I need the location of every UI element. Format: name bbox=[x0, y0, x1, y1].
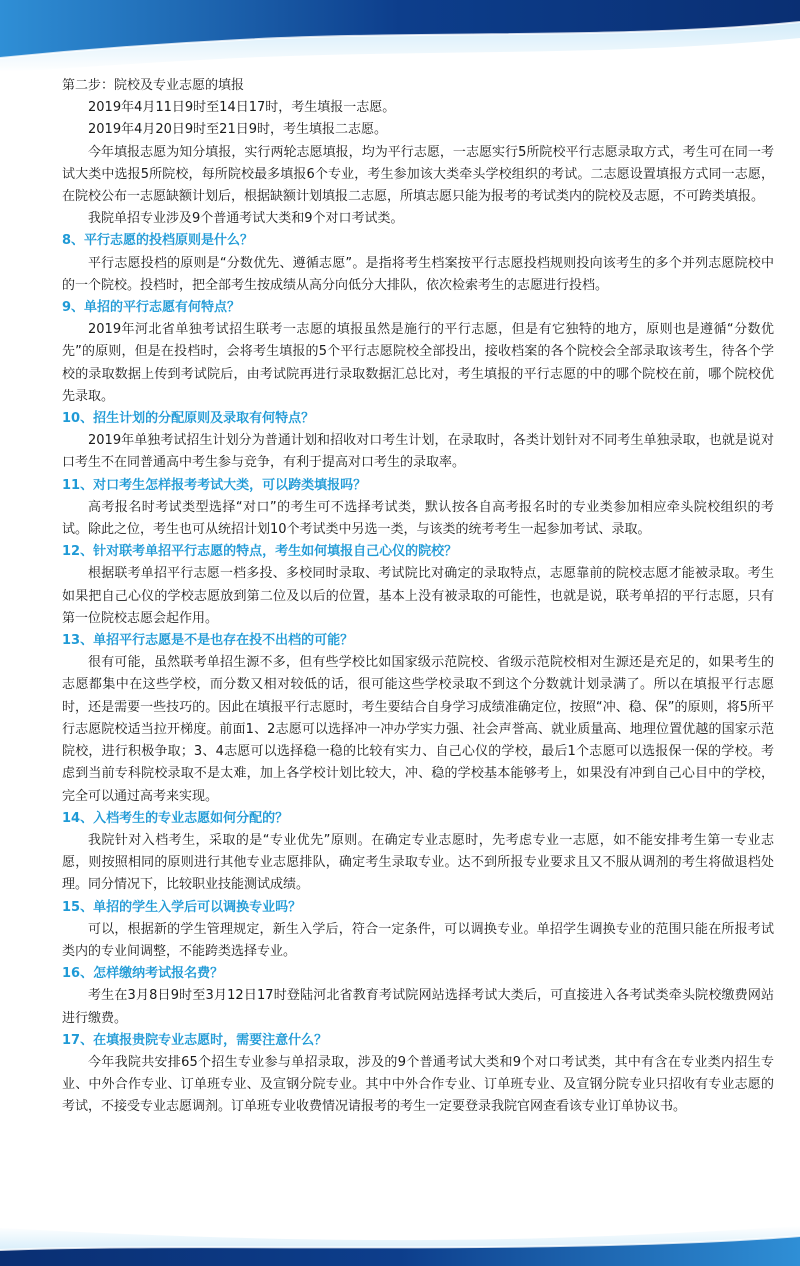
section-heading: 9、单招的平行志愿有何特点？ bbox=[62, 300, 241, 316]
section-paragraph: 根据联考单招平行志愿一档多投、多校同时录取、考试院比对确定的录取特点，志愿靠前的院校志愿才能被录取。考生如果把自己心仪的学校志愿放到第二位及以后的位置，基本上没有被录取的可能性，也就是说，联考单招的平行志愿，只有第一位院校志愿会起作用。 bbox=[62, 566, 774, 626]
step-title: 第二步：院校及专业志愿的填报 bbox=[62, 78, 245, 93]
bottom-wave-banner bbox=[0, 1206, 800, 1266]
intro-paragraph: 我院单招专业涉及9个普通考试大类和9个对口考试类。 bbox=[88, 211, 404, 227]
section-paragraph: 可以，根据新的学生管理规定，新生入学后，符合一定条件，可以调换专业。单招学生调换专业的范围只能在所报考试类内的专业间调整，不能跨类选择专业。 bbox=[62, 921, 774, 959]
section-paragraph: 平行志愿投档的原则是“分数优先、遵循志愿”。是指将考生档案按平行志愿投档规则投向该考生的多个并列志愿院校中的一个院校。投档时，把全部考生按成绩从高分向低分大排队，依次检索考生的志愿进行投档。 bbox=[62, 255, 774, 293]
section-heading: 10、招生计划的分配原则及录取有何特点？ bbox=[62, 411, 315, 427]
section-heading: 12、针对联考单招平行志愿的特点，考生如何填报自己心仪的院校？ bbox=[62, 544, 458, 560]
section-heading: 8、平行志愿的投档原则是什么？ bbox=[62, 233, 254, 249]
intro-paragraph: 2019年4月11日9时至14日17时，考生填报一志愿。 bbox=[88, 100, 396, 116]
top-wave-banner bbox=[0, 0, 800, 80]
section-paragraph: 很有可能，虽然联考单招生源不多，但有些学校比如国家级示范院校、省级示范院校相对生源还是充足的，如果考生的志愿都集中在这些学校，而分数又相对较低的话，很可能这些学校录取不到这个分数就计划录满了。所以在填报平行志愿时，还是需要一些技巧的。因此在填报平行志愿时，考生要结合自身学习成绩准确定位，按照“冲、稳、保”的原则，将5所平行志愿院校适当拉开梯度。前面1、2志愿可以选择冲一冲办学实力强、社会声誉高、就业质量高、地理位置优越的国家示范院校，进行积极争取；3、4志愿可以选择稳一稳的比较有实力、自己心仪的学校，最后1个志愿可以选报保一保的学校。考虑到当前专科院校录取不是太难，加上各学校计划比较大，冲、稳的学校基本能够考上，如果没有冲到自己心目中的学校，完全可以通过高考来实现。 bbox=[62, 655, 774, 804]
section-heading: 14、入档考生的专业志愿如何分配的？ bbox=[62, 810, 289, 826]
section-paragraph: 考生在3月8日9时至3月12日17时登陆河北省教育考试院网站选择考试大类后，可直接进入各考试类牵头院校缴费网站进行缴费。 bbox=[62, 988, 774, 1026]
section-heading: 13、单招平行志愿是不是也存在投不出档的可能？ bbox=[62, 633, 354, 649]
intro-paragraph: 2019年4月20日9时至21日9时，考生填报二志愿。 bbox=[88, 122, 387, 138]
section-paragraph: 今年我院共安排65个招生专业参与单招录取，涉及的9个普通考试大类和9个对口考试类，其中有含在专业类内招生专业、中外合作专业、订单班专业、及宣钢分院专业。其中中外合作专业、订单班专业、及宣钢分院专业只招收有专业志愿的考试，不接受专业志愿调剂。订单班专业收费情况请报考的考生一定要登录我院官网查看该专业订单协议书。 bbox=[62, 1054, 774, 1115]
document-body bbox=[62, 75, 774, 1119]
section-heading: 11、对口考生怎样报考考试大类，可以跨类填报吗？ bbox=[62, 477, 367, 493]
section-heading: 16、怎样缴纳考试报名费？ bbox=[62, 966, 224, 982]
section-paragraph: 2019年单独考试招生计划分为普通计划和招收对口考生计划，在录取时，各类计划针对不同考生单独录取，也就是说对口考生不在同普通高中考生参与竞争，有利于提高对口考生的录取率。 bbox=[62, 433, 774, 471]
section-paragraph: 2019年河北省单独考试招生联考一志愿的填报虽然是施行的平行志愿，但是有它独特的地方，原则也是遵循“分数优先”的原则，但是在投档时，会将考生填报的5个平行志愿院校全部投出，接收档案的各个院校会全部录取该考生，待各个学校的录取数据上传到考试院后，由考试院再进行录取数据汇总比对，考生填报的平行志愿的中的哪个院校在前，哪个院校优先录取。 bbox=[62, 322, 774, 404]
section-heading: 15、单招的学生入学后可以调换专业吗？ bbox=[62, 899, 302, 915]
intro-paragraph: 今年填报志愿为知分填报，实行两轮志愿填报，均为平行志愿，一志愿实行5所院校平行志愿录取方式，考生可在同一考试大类中选报5所院校，每所院校最多填报6个专业，考生参加该大类牵头学校组织的考试。二志愿设置填报方式同一志愿，在院校公布一志愿缺额计划后，根据缺额计划填报二志愿，所填志愿只能为报考的考试类内的院校及志愿，不可跨类填报。 bbox=[62, 144, 774, 205]
section-heading: 17、在填报贵院专业志愿时，需要注意什么？ bbox=[62, 1032, 328, 1048]
section-paragraph: 高考报名时考试类型选择“对口”的考生可不选择考试类，默认按各自高考报名时的专业类参加相应牵头院校组织的考试。除此之位，考生也可从统招计划10个考试类中另选一类，与该类的统考考生一起参加考试、录取。 bbox=[62, 499, 774, 538]
section-paragraph: 我院针对入档考生，采取的是“专业优先”原则。在确定专业志愿时，先考虑专业一志愿，如不能安排考生第一专业志愿，则按照相同的原则进行其他专业志愿排队，确定考生录取专业。达不到所报专业要求且又不服从调剂的考生将做退档处理。同分情况下，比较职业技能测试成绩。 bbox=[62, 832, 774, 893]
